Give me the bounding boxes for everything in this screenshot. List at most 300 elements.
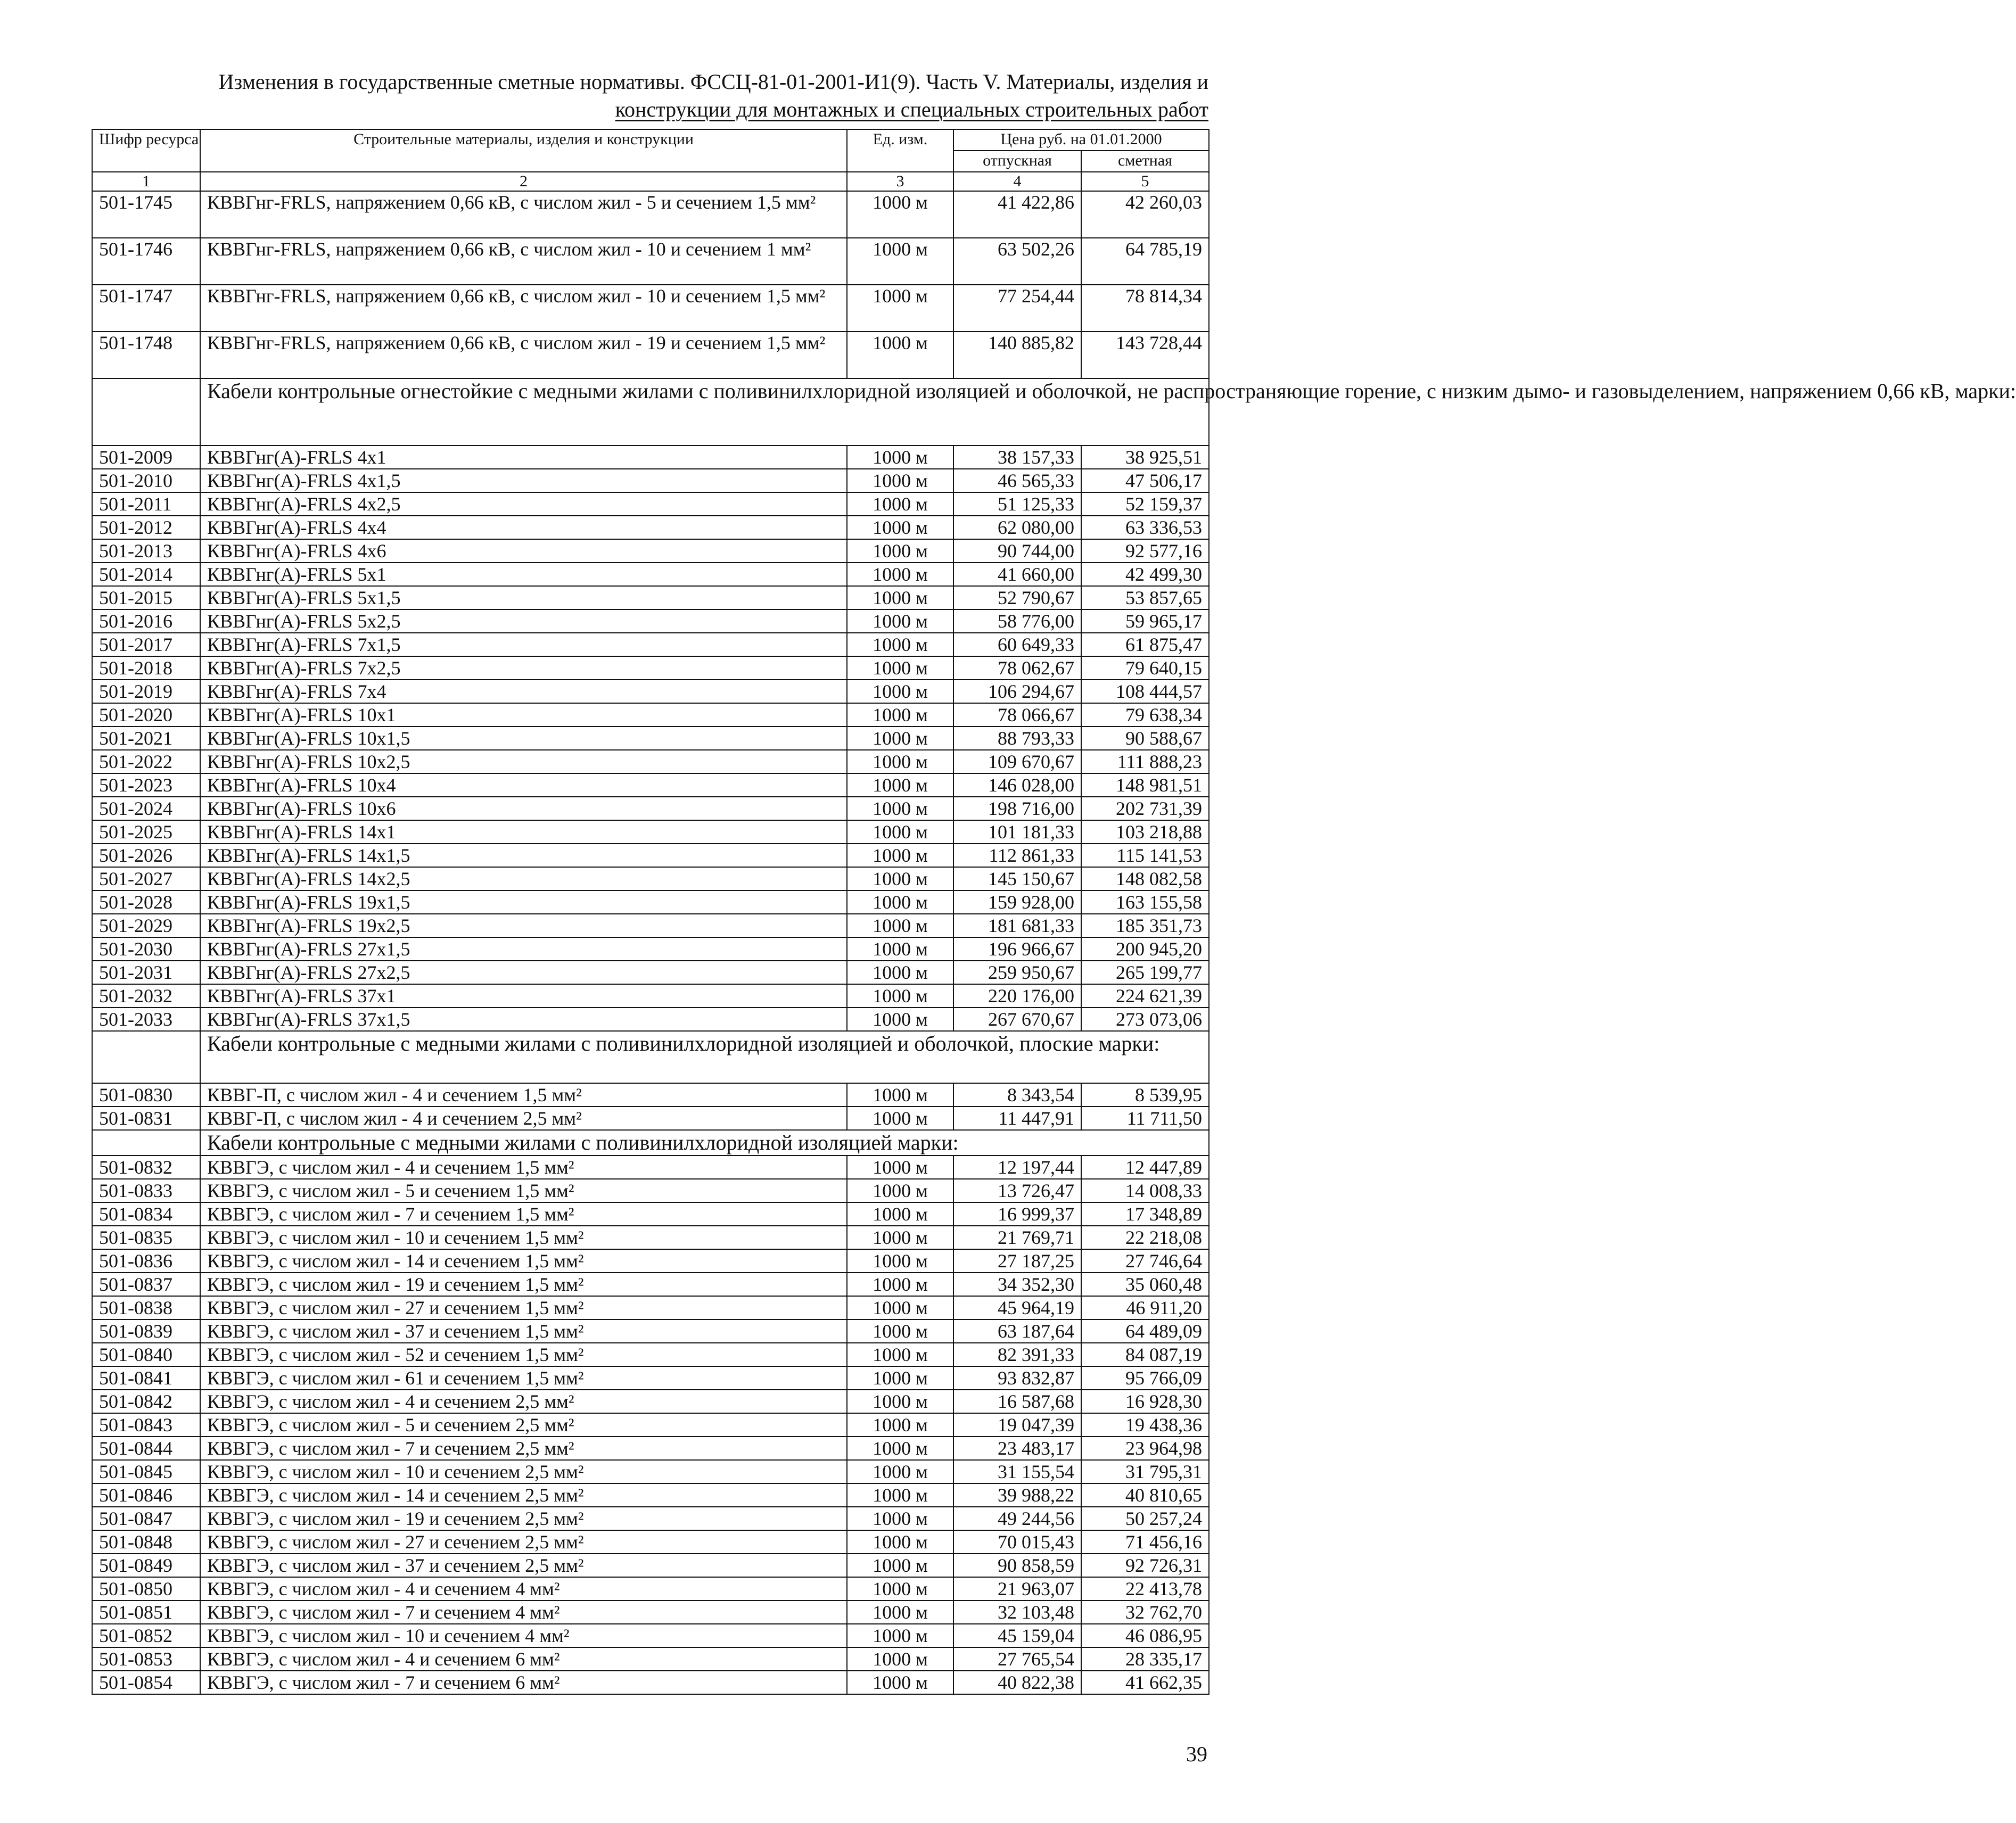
estimate-price: 78 814,34	[1081, 285, 1209, 332]
resource-code: 501-0833	[92, 1179, 200, 1202]
material-name: КВВГЭ, с числом жил - 19 и сечением 2,5 мм²	[200, 1507, 847, 1530]
header-release-price: отпускная	[953, 151, 1081, 172]
unit: 1000 м	[847, 1179, 953, 1202]
release-price: 70 015,43	[953, 1530, 1081, 1554]
estimate-price: 46 911,20	[1081, 1296, 1209, 1319]
unit: 1000 м	[847, 492, 953, 516]
header-estimate-price: сметная	[1081, 151, 1209, 172]
release-price: 140 885,82	[953, 332, 1081, 378]
table-row	[92, 1507, 1209, 1530]
estimate-price: 8 539,95	[1081, 1083, 1209, 1107]
material-name: КВВГнг(А)-FRLS 7x4	[200, 680, 847, 703]
unit: 1000 м	[847, 1460, 953, 1483]
unit: 1000 м	[847, 1083, 953, 1107]
resource-code: 501-0838	[92, 1296, 200, 1319]
section-row	[92, 1130, 1209, 1156]
resource-code: 501-0846	[92, 1483, 200, 1507]
resource-code: 501-2028	[92, 890, 200, 914]
table-row	[92, 1107, 1209, 1130]
material-name: КВВГнг(А)-FRLS 27x2,5	[200, 961, 847, 984]
estimate-price: 16 928,30	[1081, 1390, 1209, 1413]
material-name: КВВГнг(А)-FRLS 19x1,5	[200, 890, 847, 914]
estimate-price: 53 857,65	[1081, 586, 1209, 609]
material-name: КВВГЭ, с числом жил - 4 и сечением 4 мм²	[200, 1577, 847, 1601]
unit: 1000 м	[847, 937, 953, 961]
estimate-price: 265 199,77	[1081, 961, 1209, 984]
table-row	[92, 1008, 1209, 1031]
release-price: 198 716,00	[953, 797, 1081, 820]
table-row	[92, 1156, 1209, 1179]
material-name: КВВГнг(А)-FRLS 4x2,5	[200, 492, 847, 516]
table-row	[92, 727, 1209, 750]
resource-code: 501-0839	[92, 1319, 200, 1343]
unit: 1000 м	[847, 1530, 953, 1554]
release-price: 88 793,33	[953, 727, 1081, 750]
table-row	[92, 563, 1209, 586]
release-price: 40 822,38	[953, 1671, 1081, 1694]
material-name: КВВГ-П, с числом жил - 4 и сечением 1,5 мм²	[200, 1083, 847, 1107]
resource-code: 501-2010	[92, 469, 200, 492]
table-row	[92, 1554, 1209, 1577]
material-name: КВВГЭ, с числом жил - 19 и сечением 1,5 мм²	[200, 1273, 847, 1296]
section-title: Кабели контрольные огнестойкие с медными жилами с поливинилхлоридной изоляцией и оболочкой, не распространяющие горение, с низким дымо- и газовыделением, напряжением 0,66 кВ, марки:	[200, 378, 1209, 446]
material-name: КВВГЭ, с числом жил - 14 и сечением 2,5 мм²	[200, 1483, 847, 1507]
unit: 1000 м	[847, 1249, 953, 1273]
table-row	[92, 867, 1209, 890]
table-row	[92, 1343, 1209, 1366]
estimate-price: 31 795,31	[1081, 1460, 1209, 1483]
resource-code: 501-0836	[92, 1249, 200, 1273]
release-price: 62 080,00	[953, 516, 1081, 539]
release-price: 267 670,67	[953, 1008, 1081, 1031]
resource-code: 501-0830	[92, 1083, 200, 1107]
estimate-price: 185 351,73	[1081, 914, 1209, 937]
estimate-price: 59 965,17	[1081, 609, 1209, 633]
table-row	[92, 1483, 1209, 1507]
estimate-price: 23 964,98	[1081, 1437, 1209, 1460]
estimate-price: 27 746,64	[1081, 1249, 1209, 1273]
material-name: КВВГЭ, с числом жил - 27 и сечением 1,5 мм²	[200, 1296, 847, 1319]
section-code-cell	[92, 378, 200, 446]
resource-code: 501-2014	[92, 563, 200, 586]
material-name: КВВГЭ, с числом жил - 7 и сечением 6 мм²	[200, 1671, 847, 1694]
material-name: КВВГ-П, с числом жил - 4 и сечением 2,5 мм²	[200, 1107, 847, 1130]
material-name: КВВГЭ, с числом жил - 7 и сечением 4 мм²	[200, 1601, 847, 1624]
table-row	[92, 984, 1209, 1008]
estimate-price: 115 141,53	[1081, 844, 1209, 867]
release-price: 8 343,54	[953, 1083, 1081, 1107]
table-row	[92, 797, 1209, 820]
release-price: 19 047,39	[953, 1413, 1081, 1437]
release-price: 259 950,67	[953, 961, 1081, 984]
release-price: 52 790,67	[953, 586, 1081, 609]
release-price: 45 159,04	[953, 1624, 1081, 1647]
page-header	[90, 68, 1208, 123]
estimate-price: 22 218,08	[1081, 1226, 1209, 1249]
estimate-price: 28 335,17	[1081, 1647, 1209, 1671]
release-price: 51 125,33	[953, 492, 1081, 516]
unit: 1000 м	[847, 727, 953, 750]
table-row	[92, 680, 1209, 703]
rows-group-d	[92, 1156, 1209, 1694]
section-title: Кабели контрольные с медными жилами с поливинилхлоридной изоляцией марки:	[200, 1130, 1209, 1156]
material-name: КВВГЭ, с числом жил - 37 и сечением 2,5 мм²	[200, 1554, 847, 1577]
resource-code: 501-2033	[92, 1008, 200, 1031]
release-price: 78 062,67	[953, 656, 1081, 680]
resource-code: 501-0849	[92, 1554, 200, 1577]
release-price: 46 565,33	[953, 469, 1081, 492]
unit: 1000 м	[847, 1647, 953, 1671]
resource-code: 501-0843	[92, 1413, 200, 1437]
resource-code: 501-2027	[92, 867, 200, 890]
section-row	[92, 1031, 1209, 1083]
header-unit: Ед. изм.	[847, 129, 953, 172]
unit: 1000 м	[847, 1507, 953, 1530]
release-price: 39 988,22	[953, 1483, 1081, 1507]
release-price: 21 963,07	[953, 1577, 1081, 1601]
estimate-price: 64 489,09	[1081, 1319, 1209, 1343]
release-price: 11 447,91	[953, 1107, 1081, 1130]
unit: 1000 м	[847, 1296, 953, 1319]
column-number: 5	[1081, 172, 1209, 191]
resource-code: 501-1747	[92, 285, 200, 332]
release-price: 181 681,33	[953, 914, 1081, 937]
material-name: КВВГЭ, с числом жил - 4 и сечением 2,5 мм²	[200, 1390, 847, 1413]
estimate-price: 35 060,48	[1081, 1273, 1209, 1296]
resource-code: 501-0853	[92, 1647, 200, 1671]
table-row	[92, 1273, 1209, 1296]
resource-code: 501-0850	[92, 1577, 200, 1601]
unit: 1000 м	[847, 1366, 953, 1390]
resource-code: 501-2015	[92, 586, 200, 609]
section-title: Кабели контрольные с медными жилами с поливинилхлоридной изоляцией и оболочкой, плоские марки:	[200, 1031, 1209, 1083]
release-price: 145 150,67	[953, 867, 1081, 890]
material-name: КВВГЭ, с числом жил - 4 и сечением 1,5 мм²	[200, 1156, 847, 1179]
unit: 1000 м	[847, 1483, 953, 1507]
header-name: Строительные материалы, изделия и конструкции	[200, 129, 847, 172]
unit: 1000 м	[847, 1273, 953, 1296]
estimate-price: 32 762,70	[1081, 1601, 1209, 1624]
resource-code: 501-0837	[92, 1273, 200, 1296]
material-name: КВВГнг(А)-FRLS 4x1	[200, 446, 847, 469]
table-row	[92, 1577, 1209, 1601]
resource-code: 501-2009	[92, 446, 200, 469]
table-row	[92, 285, 1209, 332]
resource-code: 501-0844	[92, 1437, 200, 1460]
unit: 1000 м	[847, 1624, 953, 1647]
resource-code: 501-2016	[92, 609, 200, 633]
release-price: 45 964,19	[953, 1296, 1081, 1319]
rows-group-c	[92, 1083, 1209, 1130]
unit: 1000 м	[847, 1413, 953, 1437]
resource-code: 501-2020	[92, 703, 200, 727]
estimate-price: 52 159,37	[1081, 492, 1209, 516]
table-row	[92, 1083, 1209, 1107]
resource-code: 501-0847	[92, 1507, 200, 1530]
resource-code: 501-2021	[92, 727, 200, 750]
release-price: 23 483,17	[953, 1437, 1081, 1460]
material-name: КВВГнг(А)-FRLS 10x1,5	[200, 727, 847, 750]
release-price: 27 187,25	[953, 1249, 1081, 1273]
release-price: 77 254,44	[953, 285, 1081, 332]
material-name: КВВГнг(А)-FRLS 19x2,5	[200, 914, 847, 937]
header-line-2: конструкции для монтажных и специальных строительных работ	[615, 97, 1208, 121]
material-name: КВВГнг(А)-FRLS 10x4	[200, 773, 847, 797]
material-name: КВВГнг(А)-FRLS 5x2,5	[200, 609, 847, 633]
material-name: КВВГЭ, с числом жил - 10 и сечением 4 мм²	[200, 1624, 847, 1647]
resource-code: 501-2024	[92, 797, 200, 820]
material-name: КВВГЭ, с числом жил - 61 и сечением 1,5 мм²	[200, 1366, 847, 1390]
material-name: КВВГнг(А)-FRLS 5x1	[200, 563, 847, 586]
unit: 1000 м	[847, 469, 953, 492]
table-row	[92, 633, 1209, 656]
header-price: Цена руб. на 01.01.2000	[953, 129, 1209, 151]
table-row	[92, 446, 1209, 469]
resource-code: 501-0831	[92, 1107, 200, 1130]
material-name: КВВГнг(А)-FRLS 10x1	[200, 703, 847, 727]
unit: 1000 м	[847, 820, 953, 844]
table-row	[92, 937, 1209, 961]
estimate-price: 47 506,17	[1081, 469, 1209, 492]
estimate-price: 40 810,65	[1081, 1483, 1209, 1507]
estimate-price: 103 218,88	[1081, 820, 1209, 844]
unit: 1000 м	[847, 191, 953, 238]
section-code-cell	[92, 1130, 200, 1156]
material-name: КВВГнг-FRLS, напряжением 0,66 кВ, с числом жил - 5 и сечением 1,5 мм²	[200, 191, 847, 238]
release-price: 63 502,26	[953, 238, 1081, 285]
table-row	[92, 961, 1209, 984]
unit: 1000 м	[847, 1577, 953, 1601]
table-row	[92, 469, 1209, 492]
resource-code: 501-0852	[92, 1624, 200, 1647]
column-number: 4	[953, 172, 1081, 191]
unit: 1000 м	[847, 1319, 953, 1343]
estimate-price: 143 728,44	[1081, 332, 1209, 378]
resource-code: 501-2018	[92, 656, 200, 680]
table-row	[92, 1530, 1209, 1554]
material-name: КВВГЭ, с числом жил - 27 и сечением 2,5 мм²	[200, 1530, 847, 1554]
estimate-price: 64 785,19	[1081, 238, 1209, 285]
material-name: КВВГЭ, с числом жил - 5 и сечением 2,5 мм²	[200, 1413, 847, 1437]
table-row	[92, 820, 1209, 844]
material-name: КВВГнг(А)-FRLS 37x1	[200, 984, 847, 1008]
resource-code: 501-2011	[92, 492, 200, 516]
unit: 1000 м	[847, 797, 953, 820]
estimate-price: 19 438,36	[1081, 1413, 1209, 1437]
release-price: 93 832,87	[953, 1366, 1081, 1390]
table-row	[92, 656, 1209, 680]
unit: 1000 м	[847, 1107, 953, 1130]
estimate-price: 41 662,35	[1081, 1671, 1209, 1694]
unit: 1000 м	[847, 1226, 953, 1249]
resource-code: 501-0845	[92, 1460, 200, 1483]
material-name: КВВГнг(А)-FRLS 37x1,5	[200, 1008, 847, 1031]
release-price: 146 028,00	[953, 773, 1081, 797]
unit: 1000 м	[847, 1671, 953, 1694]
unit: 1000 м	[847, 750, 953, 773]
release-price: 21 769,71	[953, 1226, 1081, 1249]
resource-code: 501-2030	[92, 937, 200, 961]
unit: 1000 м	[847, 586, 953, 609]
release-price: 109 670,67	[953, 750, 1081, 773]
material-name: КВВГЭ, с числом жил - 7 и сечением 1,5 мм²	[200, 1202, 847, 1226]
unit: 1000 м	[847, 238, 953, 285]
table-row	[92, 539, 1209, 563]
unit: 1000 м	[847, 633, 953, 656]
release-price: 16 587,68	[953, 1390, 1081, 1413]
table-row	[92, 1601, 1209, 1624]
material-name: КВВГнг(А)-FRLS 27x1,5	[200, 937, 847, 961]
estimate-price: 224 621,39	[1081, 984, 1209, 1008]
resource-code: 501-1748	[92, 332, 200, 378]
release-price: 31 155,54	[953, 1460, 1081, 1483]
release-price: 106 294,67	[953, 680, 1081, 703]
table-row	[92, 332, 1209, 378]
material-name: КВВГЭ, с числом жил - 10 и сечением 2,5 мм²	[200, 1460, 847, 1483]
rows-group-a	[92, 191, 1209, 378]
estimate-price: 71 456,16	[1081, 1530, 1209, 1554]
resource-code: 501-1745	[92, 191, 200, 238]
unit: 1000 м	[847, 1343, 953, 1366]
resource-code: 501-2026	[92, 844, 200, 867]
release-price: 63 187,64	[953, 1319, 1081, 1343]
table-row	[92, 1366, 1209, 1390]
section-code-cell	[92, 1031, 200, 1083]
estimate-price: 12 447,89	[1081, 1156, 1209, 1179]
resource-code: 501-2025	[92, 820, 200, 844]
unit: 1000 м	[847, 539, 953, 563]
release-price: 49 244,56	[953, 1507, 1081, 1530]
resource-code: 501-2022	[92, 750, 200, 773]
estimate-price: 50 257,24	[1081, 1507, 1209, 1530]
resource-code: 501-2031	[92, 961, 200, 984]
estimate-price: 63 336,53	[1081, 516, 1209, 539]
unit: 1000 м	[847, 285, 953, 332]
release-price: 27 765,54	[953, 1647, 1081, 1671]
release-price: 34 352,30	[953, 1273, 1081, 1296]
section-row	[92, 378, 1209, 446]
resource-code: 501-2012	[92, 516, 200, 539]
table-row	[92, 1647, 1209, 1671]
estimate-price: 200 945,20	[1081, 937, 1209, 961]
page-number: 39	[1186, 1742, 1207, 1766]
table-row	[92, 703, 1209, 727]
table-row	[92, 914, 1209, 937]
table-row	[92, 750, 1209, 773]
unit: 1000 м	[847, 984, 953, 1008]
material-name: КВВГнг(А)-FRLS 4x1,5	[200, 469, 847, 492]
table-row	[92, 191, 1209, 238]
estimate-price: 84 087,19	[1081, 1343, 1209, 1366]
table-row	[92, 1226, 1209, 1249]
unit: 1000 м	[847, 516, 953, 539]
unit: 1000 м	[847, 1202, 953, 1226]
estimate-price: 95 766,09	[1081, 1366, 1209, 1390]
table-row	[92, 1179, 1209, 1202]
column-number: 1	[92, 172, 200, 191]
resource-code: 501-0835	[92, 1226, 200, 1249]
unit: 1000 м	[847, 890, 953, 914]
table-row	[92, 1296, 1209, 1319]
estimate-price: 79 638,34	[1081, 703, 1209, 727]
estimate-price: 46 086,95	[1081, 1624, 1209, 1647]
release-price: 112 861,33	[953, 844, 1081, 867]
table-row	[92, 890, 1209, 914]
resource-code: 501-0842	[92, 1390, 200, 1413]
estimate-price: 92 577,16	[1081, 539, 1209, 563]
table-row	[92, 1624, 1209, 1647]
resource-code: 501-0834	[92, 1202, 200, 1226]
release-price: 32 103,48	[953, 1601, 1081, 1624]
unit: 1000 м	[847, 446, 953, 469]
table-row	[92, 1319, 1209, 1343]
estimate-price: 92 726,31	[1081, 1554, 1209, 1577]
unit: 1000 м	[847, 332, 953, 378]
unit: 1000 м	[847, 656, 953, 680]
material-name: КВВГнг(А)-FRLS 7x2,5	[200, 656, 847, 680]
table-row	[92, 492, 1209, 516]
estimate-price: 163 155,58	[1081, 890, 1209, 914]
table-row	[92, 1460, 1209, 1483]
column-number: 3	[847, 172, 953, 191]
estimate-price: 148 082,58	[1081, 867, 1209, 890]
estimate-price: 202 731,39	[1081, 797, 1209, 820]
table-row	[92, 516, 1209, 539]
resource-code: 501-2013	[92, 539, 200, 563]
column-number: 2	[200, 172, 847, 191]
unit: 1000 м	[847, 1156, 953, 1179]
resource-code: 501-2029	[92, 914, 200, 937]
table-row	[92, 773, 1209, 797]
release-price: 41 660,00	[953, 563, 1081, 586]
unit: 1000 м	[847, 1390, 953, 1413]
release-price: 16 999,37	[953, 1202, 1081, 1226]
estimate-price: 90 588,67	[1081, 727, 1209, 750]
material-name: КВВГнг-FRLS, напряжением 0,66 кВ, с числом жил - 10 и сечением 1 мм²	[200, 238, 847, 285]
header-line-1: Изменения в государственные сметные нормативы. ФССЦ-81-01-2001-И1(9). Часть V. Материалы, изделия и	[218, 70, 1208, 94]
table-row	[92, 1671, 1209, 1694]
release-price: 41 422,86	[953, 191, 1081, 238]
estimate-price: 111 888,23	[1081, 750, 1209, 773]
material-name: КВВГнг(А)-FRLS 4x4	[200, 516, 847, 539]
table-row	[92, 238, 1209, 285]
resource-code: 501-0832	[92, 1156, 200, 1179]
estimate-price: 38 925,51	[1081, 446, 1209, 469]
estimate-price: 108 444,57	[1081, 680, 1209, 703]
unit: 1000 м	[847, 1601, 953, 1624]
unit: 1000 м	[847, 773, 953, 797]
release-price: 159 928,00	[953, 890, 1081, 914]
material-name: КВВГнг(А)-FRLS 14x1	[200, 820, 847, 844]
release-price: 90 858,59	[953, 1554, 1081, 1577]
header-code: Шифр ресурса	[92, 129, 200, 172]
table-row	[92, 1413, 1209, 1437]
material-name: КВВГЭ, с числом жил - 37 и сечением 1,5 мм²	[200, 1319, 847, 1343]
unit: 1000 м	[847, 563, 953, 586]
material-name: КВВГнг(А)-FRLS 10x6	[200, 797, 847, 820]
material-name: КВВГЭ, с числом жил - 4 и сечением 6 мм²	[200, 1647, 847, 1671]
material-name: КВВГЭ, с числом жил - 5 и сечением 1,5 мм²	[200, 1179, 847, 1202]
estimate-price: 11 711,50	[1081, 1107, 1209, 1130]
table-row	[92, 609, 1209, 633]
table-row	[92, 1249, 1209, 1273]
release-price: 82 391,33	[953, 1343, 1081, 1366]
material-name: КВВГнг-FRLS, напряжением 0,66 кВ, с числом жил - 19 и сечением 1,5 мм²	[200, 332, 847, 378]
estimate-price: 148 981,51	[1081, 773, 1209, 797]
unit: 1000 м	[847, 961, 953, 984]
release-price: 13 726,47	[953, 1179, 1081, 1202]
material-name: КВВГнг(А)-FRLS 14x2,5	[200, 867, 847, 890]
